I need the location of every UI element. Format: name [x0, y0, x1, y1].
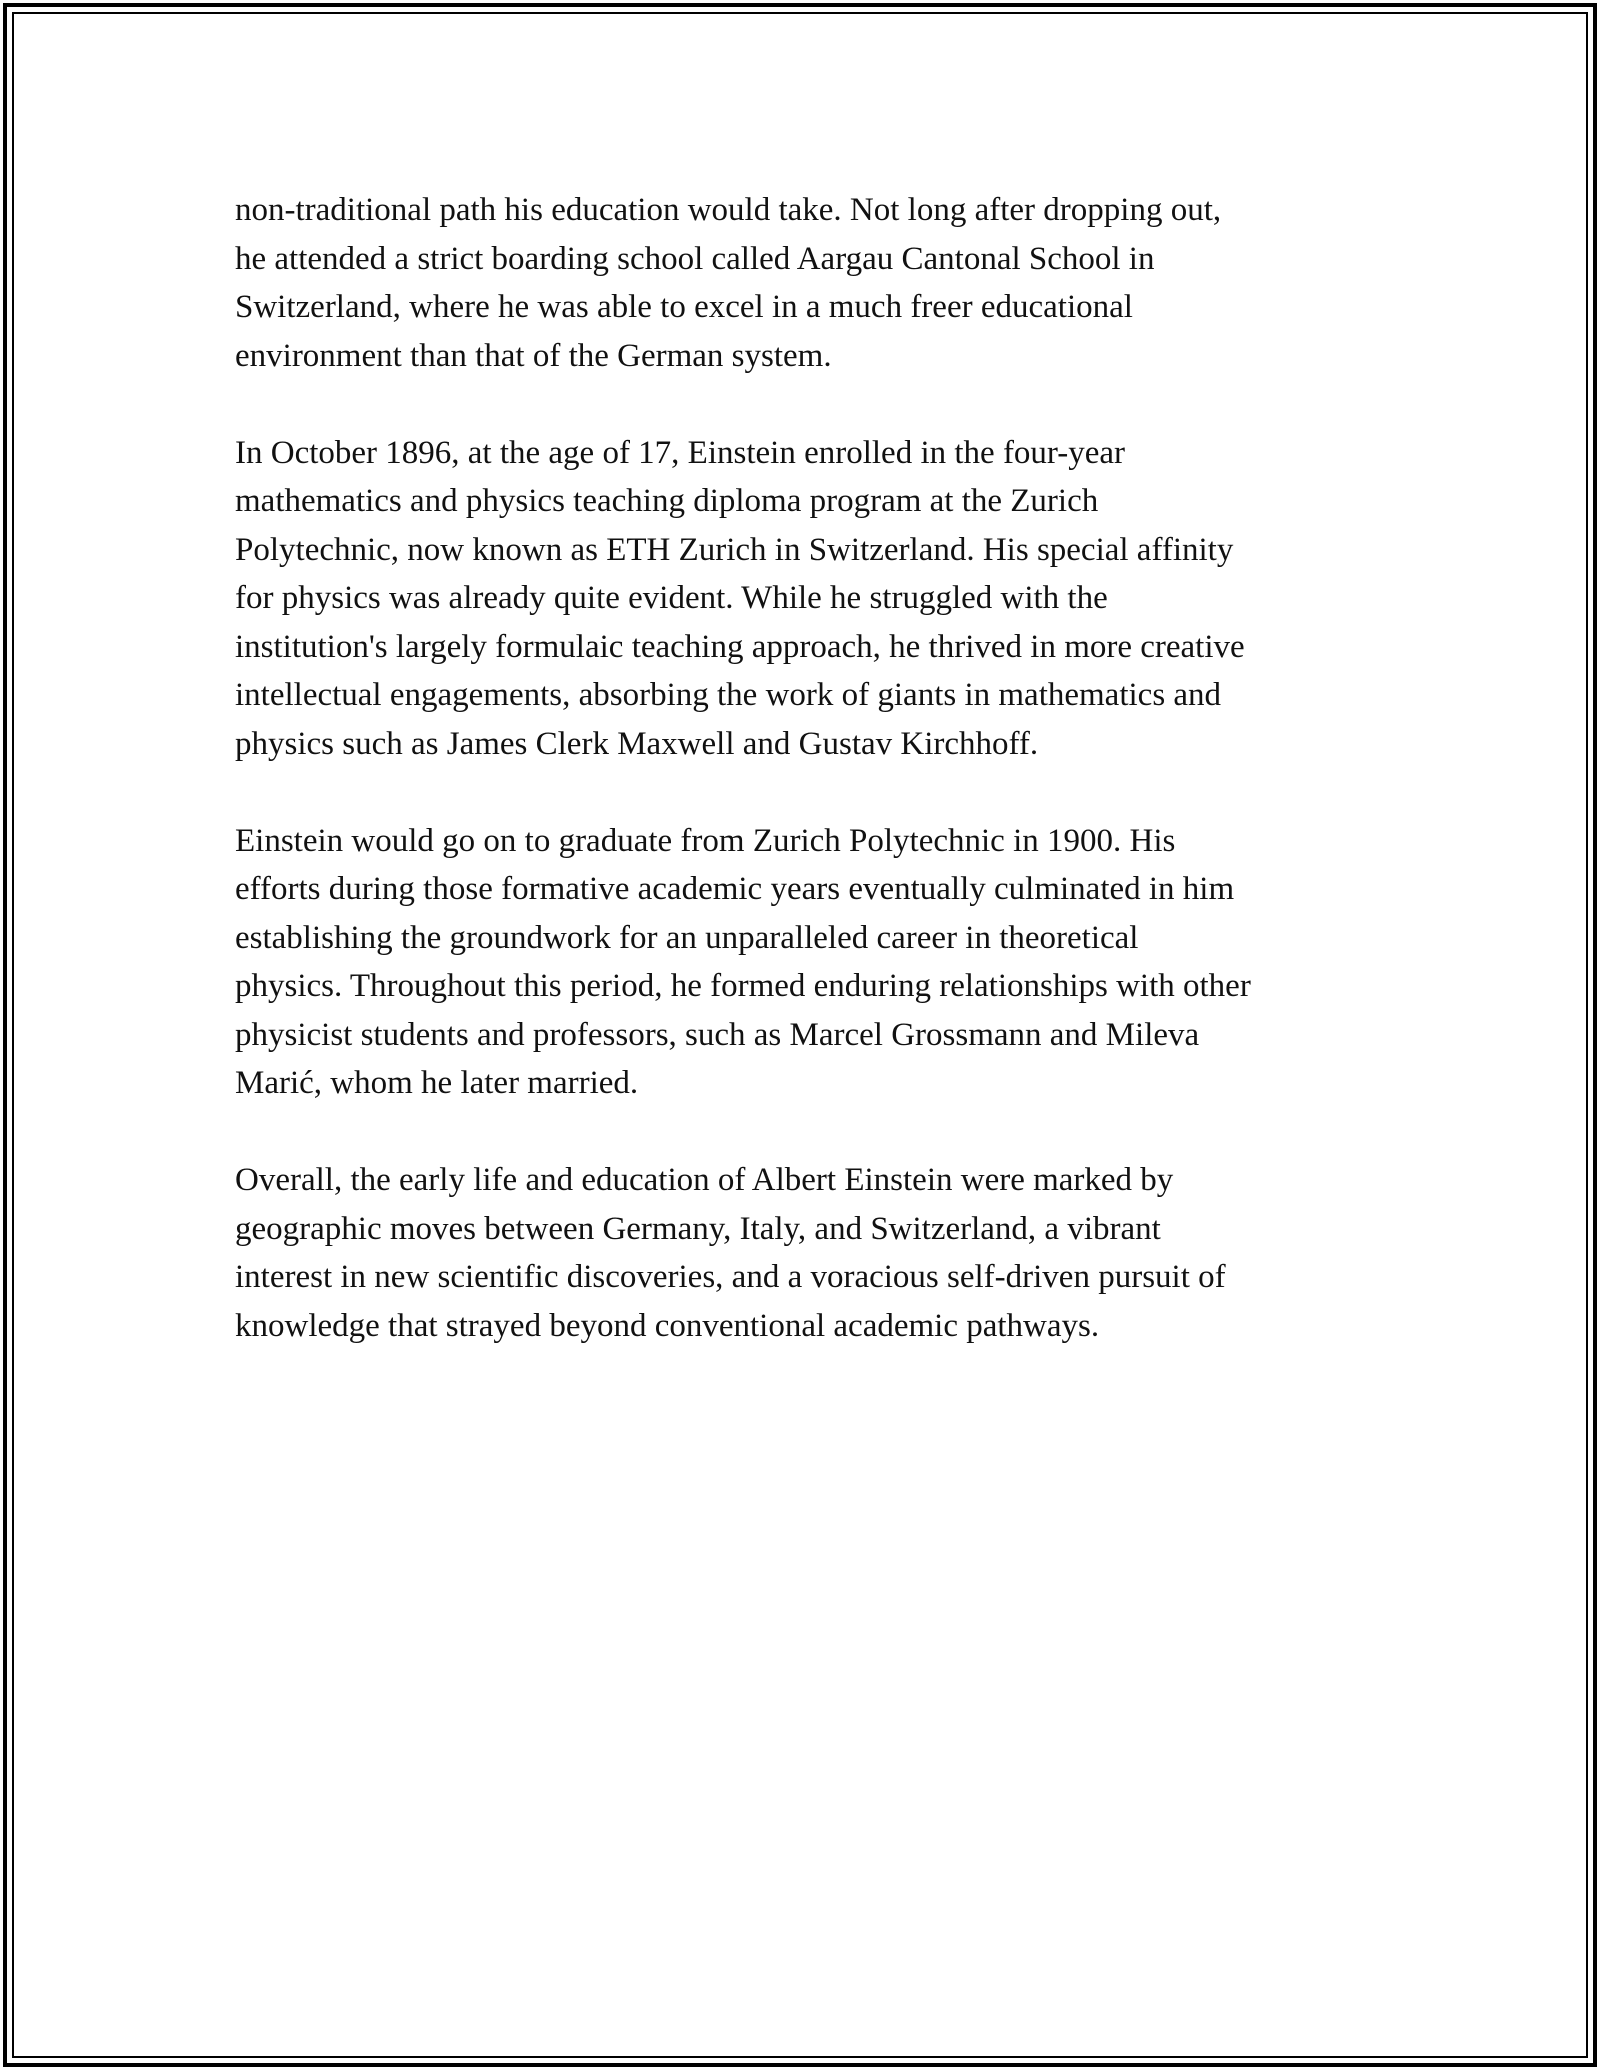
- paragraph-2: In October 1896, at the age of 17, Einstein enrolled in the four-year mathematics and physics teaching diploma program at the Zurich Polytechnic, now known as ETH Zurich in Switzerland. His special affinity for physics was already quite evident. While he struggled with the institution's largely formulaic teaching approach, he thrived in more creative intellectual engagements, absorbing the work of giants in mathematics and physics such as James Clerk Maxwell and Gustav Kirchhoff.: [235, 434, 1245, 762]
- paragraph-4: Overall, the early life and education of Albert Einstein were marked by geographic moves between Germany, Italy, and Switzerland, a vibrant interest in new scientific discoveries, and a voracious self-driven pursuit of knowledge that strayed beyond conventional academic pathways.: [235, 1162, 1226, 1344]
- document-body: [235, 186, 1375, 1399]
- paragraph-1: non-traditional path his education would take. Not long after dropping out, he attended a strict boarding school called Aargau Cantonal School in Switzerland, where he was able to excel in a much freer educational environment than that of the German system.: [235, 192, 1222, 374]
- paragraph-3: Einstein would go on to graduate from Zurich Polytechnic in 1900. His efforts during those formative academic years eventually culminated in him establishing the groundwork for an unparalleled career in theoretical physics. Throughout this period, he formed enduring relationships with other physicist students and professors, such as Marcel Grossmann and Mileva Marić, whom he later married.: [235, 822, 1251, 1101]
